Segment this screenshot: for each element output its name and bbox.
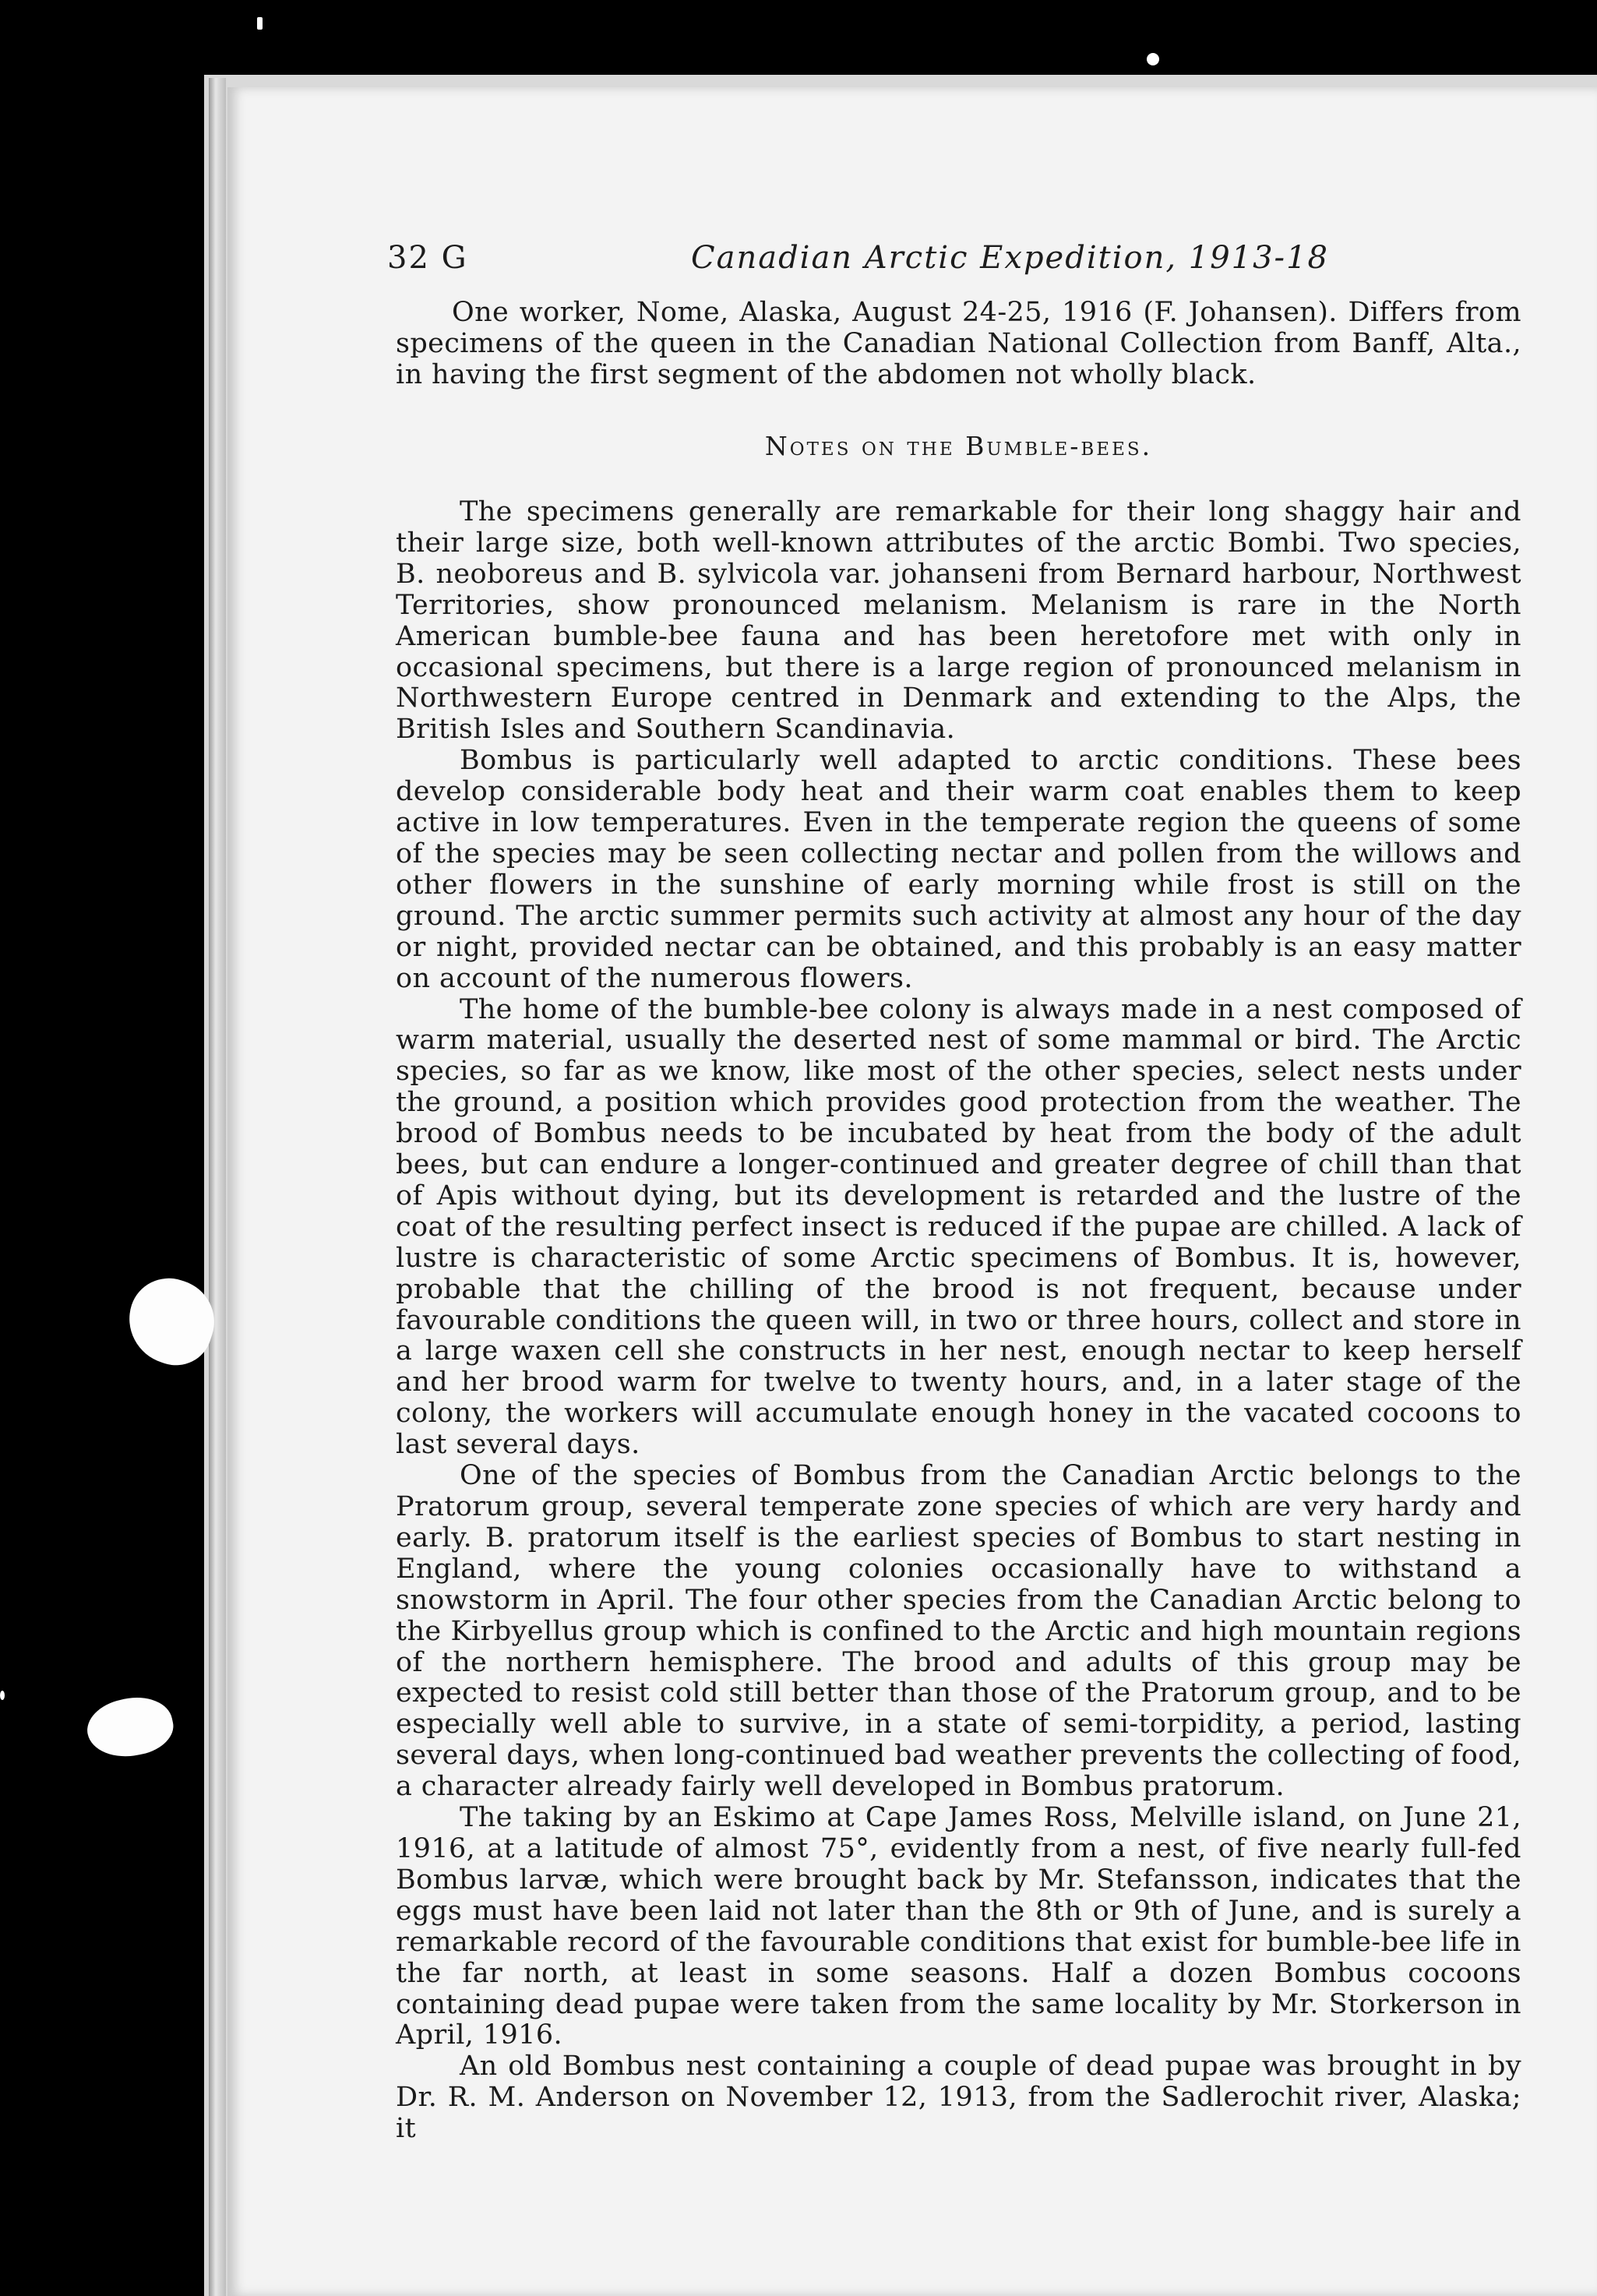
scan-speck: [1147, 53, 1159, 65]
body-paragraph: One of the species of Bombus from the Canadian Arctic belongs to the Pratorum group, several temperate zone species of which are very hardy and early. B. pratorum itself is the earliest species of Bombus to start nesting in England, where the young colonies occasionally have to withstand a snowstorm in April. The four other species from the Canadian Arctic belong to the Kirbyellus group which is confined to the Arctic and high mountain regions of the northern hemisphere. The brood and adults of this group may be expected to resist cold still better than those of the Pratorum group, and to be especially well able to survive, in a state of semi-torpidity, a period, lasting several days, when long-continued bad weather prevents the collecting of food, a character already fairly well developed in Bombus pratorum.: [396, 1460, 1521, 1803]
page-binding-edge: [209, 78, 226, 2296]
scan-speck: [0, 1691, 5, 1700]
body-paragraph: The specimens generally are remarkable for their long shaggy hair and their large size, both well-known attributes of the arctic Bombi. Two species, B. neoboreus and B. sylvicola var. johanseni from Bernard harbour, Northwest Territories, show pronounced melanism. Melanism is rare in the North American bumble-bee fauna and has been heretofore met with only in occasional specimens, but there is a large region of pronounced melanism in Northwestern Europe centred in Denmark and extending to the Alps, the British Isles and Southern Scandinavia.: [396, 496, 1521, 746]
section-heading: Notes on the Bumble-bees.: [764, 431, 1153, 461]
running-header: [387, 240, 1521, 282]
body-paragraph: The home of the bumble-bee colony is always made in a nest composed of warm material, usually the deserted nest of some mammal or bird. The Arctic species, so far as we know, like most of the other species, select nests under the ground, a position which provides good protection from the weather. The brood of Bombus needs to be incubated by heat from the body of the adult bees, but can endure a longer-continued and greater degree of chill than that of Apis without dying, but its development is retarded and the lustre of the coat of the resulting perfect insect is reduced if the pupae are chilled. A lack of lustre is characteristic of some Arctic specimens of Bombus. It is, however, probable that the chilling of the brood is not frequent, because under favourable conditions the queen will, in two or three hours, collect and store in a large waxen cell she constructs in her nest, enough nectar to keep herself and her brood warm for twelve to twenty hours, and, in a later stage of the colony, the workers will accumulate enough honey in the vacated cocoons to last several days.: [396, 993, 1521, 1461]
notes-text: [396, 497, 1521, 2145]
body-paragraph: Bombus is particularly well adapted to arctic conditions. These bees develop considerable body heat and their warm coat enables them to keep active in low temperatures. Even in the temperate region the queens of some of the species may be seen collecting nectar and pollen from the willows and other flowers in the sunshine of early morning while frost is still on the ground. The arctic summer permits such activity at almost any hour of the day or night, provided nectar can be obtained, and this probably is an easy matter on account of the numerous flowers.: [396, 745, 1521, 994]
page-number: 32 G: [387, 240, 468, 276]
body-paragraph: An old Bombus nest containing a couple of dead pupae was brought in by Dr. R. M. Anderson on November 12, 1913, from the Sadlerochit river, Alaska; it: [396, 2051, 1521, 2145]
running-title: Canadian Arctic Expedition, 1913-18: [691, 240, 1329, 276]
scan-speck: [257, 17, 263, 30]
paper-damage-mark: [83, 1690, 178, 1764]
intro-paragraph: One worker, Nome, Alaska, August 24-25, 1916 (F. Johansen). Differs from specimens of the queen in the Canadian National Collection from Banff, Alta., in having the first segment of the abdomen not wholly black.: [396, 297, 1521, 390]
intro-text: [396, 298, 1521, 391]
body-paragraph: The taking by an Eskimo at Cape James Ross, Melville island, on June 21, 1916, at a latitude of almost 75°, evidently from a nest, of five nearly full-fed Bombus larvæ, which were brought back by Mr. Stefansson, indicates that the eggs must have been laid not later than the 8th or 9th of June, and is surely a remarkable record of the favourable conditions that exist for bumble-bee life in the far north, at least in some seasons. Half a dozen Bombus cocoons containing dead pupae were taken from the same locality by Mr. Storkerson in April, 1916.: [396, 1802, 1521, 2051]
